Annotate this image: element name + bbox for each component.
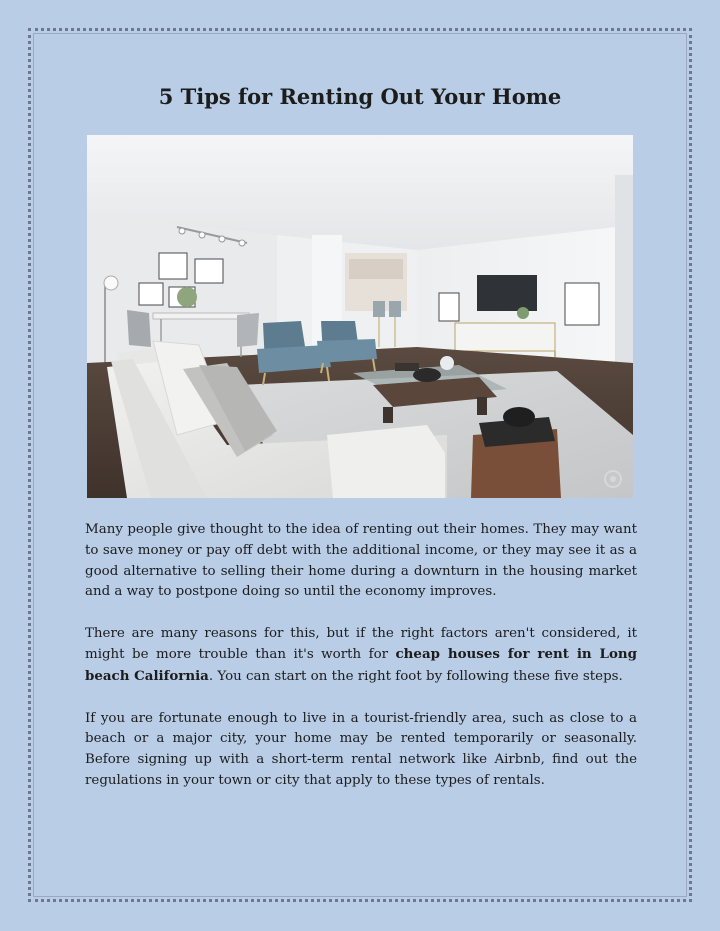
rental-keyword-link[interactable]: cheap houses for rent in Long beach California bbox=[85, 646, 637, 685]
paragraph-intro: Many people give thought to the idea of renting out their homes. They may want to save money or pay off debt with the additional income, or they may see it as a good alternative to selling their home during a downturn in the housing market and a way to postpone doing so until the economy improves. bbox=[85, 522, 637, 600]
paragraph-reasons-end: . You can start on the right foot by following these five steps. bbox=[208, 669, 623, 685]
paragraph-reasons bbox=[85, 624, 637, 688]
paragraph-tourist: If you are fortunate enough to live in a tourist-friendly area, such as close to a beach or a major city, your home may be rented temporarily or seasonally. Before signing up with a short-term rental network like Airbnb, find out the regulations in your town or city that apply to these types of rentals. bbox=[85, 710, 637, 788]
paragraph-reasons-start: There are many reasons for this, but if the right factors aren't considered, it might be more trouble than it's worth for bbox=[85, 625, 637, 663]
living-room-photo bbox=[87, 135, 633, 498]
page-title: 5 Tips for Renting Out Your Home bbox=[158, 84, 562, 109]
article-body bbox=[85, 520, 637, 812]
